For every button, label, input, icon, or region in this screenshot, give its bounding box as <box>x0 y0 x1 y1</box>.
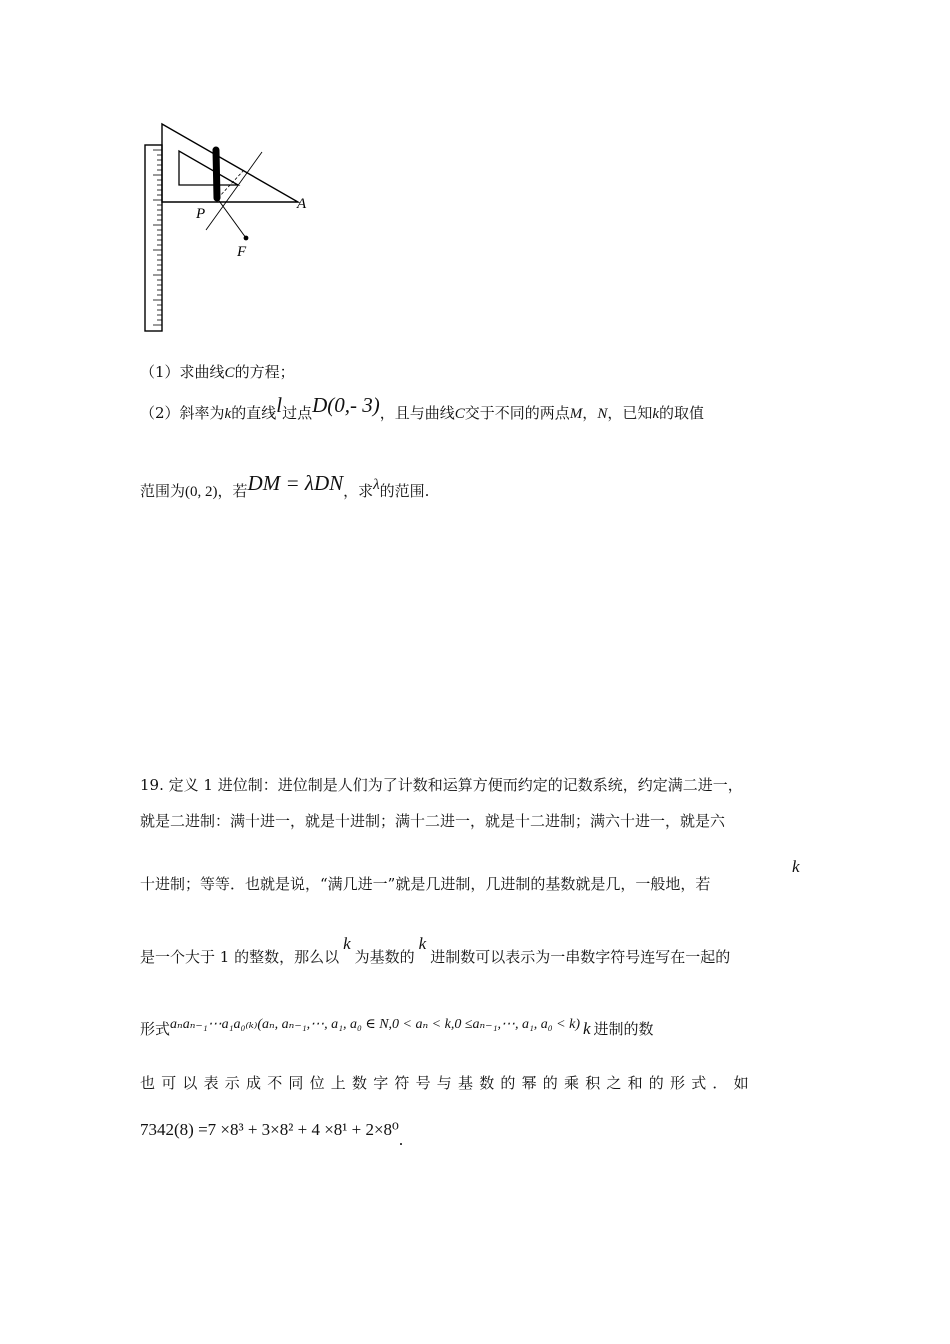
lambda: λ <box>373 477 380 493</box>
set-square-outer <box>162 124 298 202</box>
label-f: F <box>237 244 247 260</box>
var-k: k <box>652 406 660 422</box>
geometry-figure <box>140 118 330 338</box>
set-square-inner <box>179 151 238 185</box>
digit-string-formula: aₙaₙ₋₁⋯a₁a₀₍ₖ₎ <box>170 1017 258 1032</box>
q18-part2-line1: （2）斜率为k的直线l过点D(0,- 3)，且与曲线C交于不同的两点M，N，已知k的取值 <box>140 393 705 422</box>
var-m: M <box>569 406 583 422</box>
q19-example: 7342(8) =7 ×8³ + 3×8² + 4 ×8¹ + 2×8⁰. <box>140 1120 404 1149</box>
q19-line5: 形式aₙaₙ₋₁⋯a₁a₀₍ₖ₎(aₙ, aₙ₋₁,⋯, a₁, a₀ ∈ N,0 < aₙ < k,0 ≤aₙ₋₁,⋯, a₁, a₀ < k) k 进制的数 <box>140 1017 654 1038</box>
q19-line3: 十进制；等等．也就是说，“满几进一”就是几进制，几进制的基数就是几，一般地，若 <box>140 875 711 893</box>
ruler <box>145 145 162 331</box>
var-n: N <box>597 406 608 422</box>
var-c: C <box>224 365 235 381</box>
vector-relation: DM = λDN <box>247 471 344 495</box>
q19-line2: 就是二进制：满十进一，就是十进制；满十二进一，就是十二进制；满六十进一，就是六 <box>140 812 726 830</box>
label-a: A <box>297 196 307 212</box>
pen <box>216 150 217 198</box>
point-d: D(0,- 3) <box>312 393 380 417</box>
q19-line1: 19. 定义 1 进位制：进位制是人们为了计数和运算方便而约定的记数系统，约定满二进一， <box>140 776 743 794</box>
range: (0, 2) <box>185 484 218 500</box>
var-k: k <box>224 406 232 422</box>
var-l: l <box>276 393 283 417</box>
var-k: k <box>583 1019 591 1038</box>
q19-line6: 也可以表示成不同位上数字符号与基数的幂的乘积之和的形式．如 <box>140 1074 755 1092</box>
var-k: k <box>418 934 427 953</box>
q18-part2-line2: 范围为(0, 2)，若DM = λDN，求λ的范围. <box>140 471 430 500</box>
q18-part1: （1）求曲线C的方程； <box>140 363 295 381</box>
dashed-segment <box>218 170 244 198</box>
var-c: C <box>454 406 465 422</box>
q19-line4: 是一个大于 1 的整数，那么以k为基数的k进制数可以表示为一串数字符号连写在一起的 <box>140 934 731 966</box>
digit-condition: (aₙ, aₙ₋₁,⋯, a₁, a₀ ∈ N,0 < aₙ < k,0 ≤aₙ₋₁,⋯, a₁, a₀ < k) <box>257 1017 580 1032</box>
string-pf <box>217 198 246 238</box>
var-k: k <box>343 934 351 953</box>
ruler-ticks <box>153 150 162 325</box>
label-p: P <box>196 206 206 222</box>
var-k: k <box>792 857 800 876</box>
point-f-dot <box>244 236 249 241</box>
